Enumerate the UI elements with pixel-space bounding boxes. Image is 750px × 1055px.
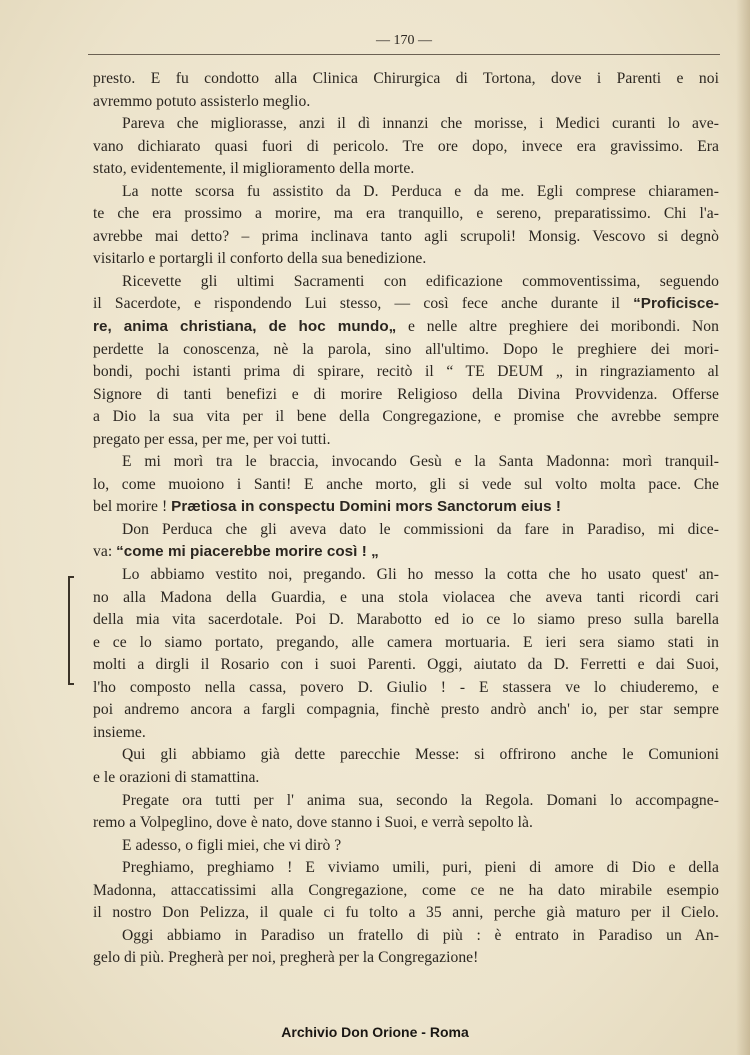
text-line: molti a dirgli il Rosario con i suoi Parenti. Oggi, aiutato da D. Ferretti e dai Suoi, bbox=[93, 656, 719, 674]
text-line: E mi morì tra le braccia, invocando Gesù e la Santa Madonna: morì tranquil- bbox=[122, 453, 719, 471]
text-line: bondi, pochi istanti prima di spirare, recitò il “ TE DEUM „ in ringraziamento al bbox=[93, 363, 719, 381]
text-line: visitarlo e portargli il conforto della sua benedizione. bbox=[93, 250, 427, 268]
text-line: Ricevette gli ultimi Sacramenti con edificazione commoventissima, seguendo bbox=[122, 272, 719, 290]
text-line: remo a Volpeglino, dove è nato, dove stanno i Suoi, e verrà sepolto là. bbox=[93, 814, 533, 832]
text-line: Lo abbiamo vestito noi, pregando. Gli ho messo la cotta che ho usato quest' an- bbox=[122, 566, 719, 584]
text-run: il Sacerdote, e rispondendo Lui stesso, — così fece anche durante il bbox=[93, 295, 634, 313]
text-line bbox=[93, 316, 719, 339]
body-text bbox=[93, 68, 719, 970]
latin-quote: “Proficisce- bbox=[633, 295, 719, 313]
page-header bbox=[88, 34, 720, 55]
margin-bracket bbox=[66, 568, 71, 686]
text-line: pregato per essa, per me, per voi tutti. bbox=[93, 430, 331, 448]
text-line: Pregate ora tutti per l' anima sua, secondo la Regola. Domani lo accompagne- bbox=[122, 791, 719, 809]
text-line bbox=[93, 541, 719, 564]
text-line: La notte scorsa fu assistito da D. Perduca e da me. Egli comprese chiaramen- bbox=[122, 182, 719, 200]
text-line: Preghiamo, preghiamo ! E viviamo umili, puri, pieni di amore di Dio e della bbox=[122, 859, 719, 877]
text-line: lo, come muoiono i Santi! E anche morto, gli si vede sul volto molta pace. Che bbox=[93, 475, 719, 493]
text-line: vano dichiarato quasi fuori di pericolo. Tre ore dopo, invece era gravissimo. Era bbox=[93, 137, 719, 155]
text-run: e nelle altre preghiere dei moribondi. Non bbox=[396, 318, 719, 336]
text-line: stato, evidentemente, il miglioramento della morte. bbox=[93, 160, 415, 178]
text-run: va: bbox=[93, 543, 117, 561]
text-line: no alla Madona della Guardia, e una stola violacea che aveva tanti ricordi cari bbox=[93, 588, 719, 606]
text-line: avrebbe mai detto? – prima inclinava tanto agli scrupoli! Monsig. Vescovo si degnò bbox=[93, 227, 719, 245]
text-line: l'ho composto nella cassa, povero D. Giulio ! - E stassera ve lo chiuderemo, e bbox=[93, 678, 719, 696]
latin-quote: Prætiosa in conspectu Domini mors Sanctorum eius ! bbox=[171, 498, 562, 516]
bold-quote: “come mi piacerebbe morire così ! „ bbox=[116, 543, 379, 561]
text-line: te che era prossimo a morire, ma era tranquillo, e sereno, preparatissimo. Chi l'a- bbox=[93, 205, 719, 223]
text-line bbox=[93, 496, 719, 519]
text-line: insieme. bbox=[93, 723, 146, 741]
text-line: Pareva che migliorasse, anzi il dì innanzi che morisse, i Medici curanti lo ave- bbox=[122, 115, 719, 133]
text-line: e le orazioni di stamattina. bbox=[93, 768, 260, 786]
text-line: Oggi abbiamo in Paradiso un fratello di più : è entrato in Paradiso un An- bbox=[122, 926, 719, 944]
text-line: Signore di tanti benefizi e di morire Religioso della Divina Provvidenza. Offerse bbox=[93, 385, 719, 403]
text-line: Don Perduca che gli aveva dato le commissioni da fare in Paradiso, mi dice- bbox=[122, 520, 719, 538]
text-line: presto. E fu condotto alla Clinica Chirurgica di Tortona, dove i Parenti e noi bbox=[93, 70, 719, 87]
latin-quote: re, anima christiana, de hoc mundo„ bbox=[93, 318, 397, 336]
text-line: perdette la conoscenza, nè la parola, sino all'ultimo. Dopo le preghiere dei mori- bbox=[93, 340, 719, 358]
archive-footer: Archivio Don Orione - Roma bbox=[281, 1024, 469, 1040]
text-line: della mia vita sacerdotale. Poi D. Marabotto ed io ce lo siamo preso sulla barella bbox=[93, 611, 719, 629]
text-line: a Dio la sua vita per il bene della Congregazione, e promise che avrebbe sempre bbox=[93, 408, 719, 426]
text-line: gelo di più. Pregherà per noi, pregherà per la Congregazione! bbox=[93, 949, 479, 967]
text-line: Madonna, attaccatissimi alla Congregazione, come ce ne ha dato mirabile esempio bbox=[93, 881, 719, 899]
text-line: poi andremo ancora a fargli compagnia, finchè presto andrò anch' io, per star sempre bbox=[93, 701, 719, 719]
text-run: bel morire ! bbox=[93, 498, 172, 516]
text-line: avremmo potuto assisterlo meglio. bbox=[93, 92, 311, 110]
page-number: — 170 — bbox=[376, 33, 432, 48]
text-line bbox=[93, 293, 719, 316]
text-line: il nostro Don Pelizza, il quale ci fu tolto a 35 anni, perche già maturo per il Cielo. bbox=[93, 904, 719, 922]
text-line: E adesso, o figli miei, che vi dirò ? bbox=[122, 836, 342, 854]
text-line: Qui gli abbiamo già dette parecchie Messe: si offrirono anche le Comunioni bbox=[122, 746, 719, 764]
page-edge-shadow bbox=[736, 0, 750, 1055]
text-line: e ce lo siamo portato, pregando, alle camera mortuaria. E ieri sera siamo stati in bbox=[93, 633, 719, 651]
